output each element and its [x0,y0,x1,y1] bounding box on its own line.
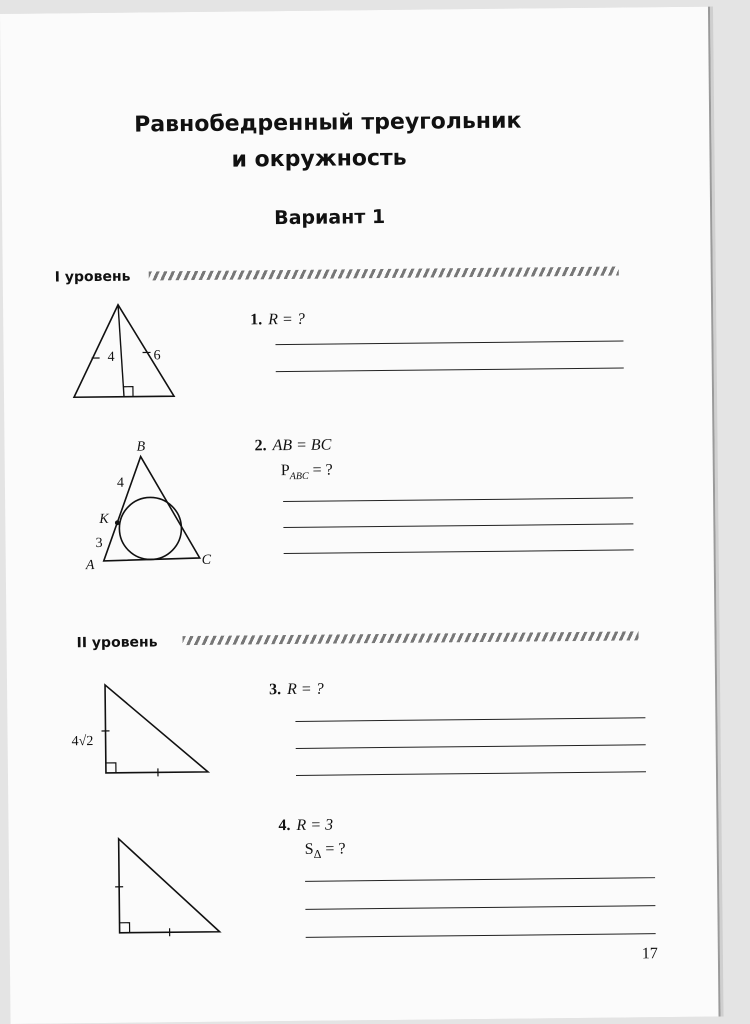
answer-line [305,905,655,910]
answer-line [283,497,633,502]
answer-line [276,367,624,372]
problem-2-ask-sub: ABC [289,470,309,483]
problem-1-number: 1. [250,311,263,329]
page-title-line1: Равнобедренный треугольник [134,108,522,138]
level-1-divider [149,267,619,281]
figure-2-triangle-inscribed-circle [80,436,221,577]
problem-1 [250,311,305,330]
figure-3-leg-label: 4√2 [71,734,94,750]
level-2-divider [183,631,639,645]
problem-2-question [281,462,333,483]
answer-line [295,717,645,722]
figure-1-side-label: 6 [153,348,161,364]
answer-line [283,523,633,528]
answer-line [296,744,646,749]
problem-1-given: R = ? [268,310,305,329]
problem-4-ask-sub: Δ [313,846,322,861]
variant-heading: Вариант 1 [274,205,386,230]
segment-ka-label: 3 [95,535,103,552]
point-k-label: K [99,511,109,527]
problem-4-number: 4. [278,817,291,835]
figure-3-right-triangle [67,680,218,782]
problem-2-number: 2. [254,437,267,455]
level-2-heading: II уровень [76,634,158,652]
problem-4-given: R = 3 [296,816,334,834]
problem-2-ask-main: P [280,461,290,480]
page-title-line2: и окружность [231,145,407,173]
answer-line [296,771,646,776]
answer-line [284,549,634,554]
workbook-page [0,7,721,1024]
problem-4-ask-main: S [304,840,314,858]
figure-4-right-triangle [89,834,240,946]
segment-bk-label: 4 [116,475,124,491]
problem-4 [278,817,333,836]
problem-2-ask-tail: = ? [308,461,333,479]
answer-line [306,933,656,938]
vertex-b-label: B [136,439,146,455]
figure-1-isosceles-triangle [63,302,184,403]
problem-4-ask-tail: = ? [321,840,346,858]
vertex-a-label: A [85,558,95,574]
problem-4-question [305,840,346,862]
vertex-c-label: C [201,552,212,568]
problem-3 [269,681,324,700]
problem-2-given: AB = BC [272,436,332,455]
page-number: 17 [641,945,658,963]
answer-line [305,877,655,882]
answer-line [275,340,623,345]
level-1-heading: I уровень [54,268,131,286]
figure-1-height-label: 4 [107,349,115,365]
problem-2 [254,437,331,456]
problem-3-given: R = ? [287,680,324,699]
problem-3-number: 3. [269,681,282,699]
